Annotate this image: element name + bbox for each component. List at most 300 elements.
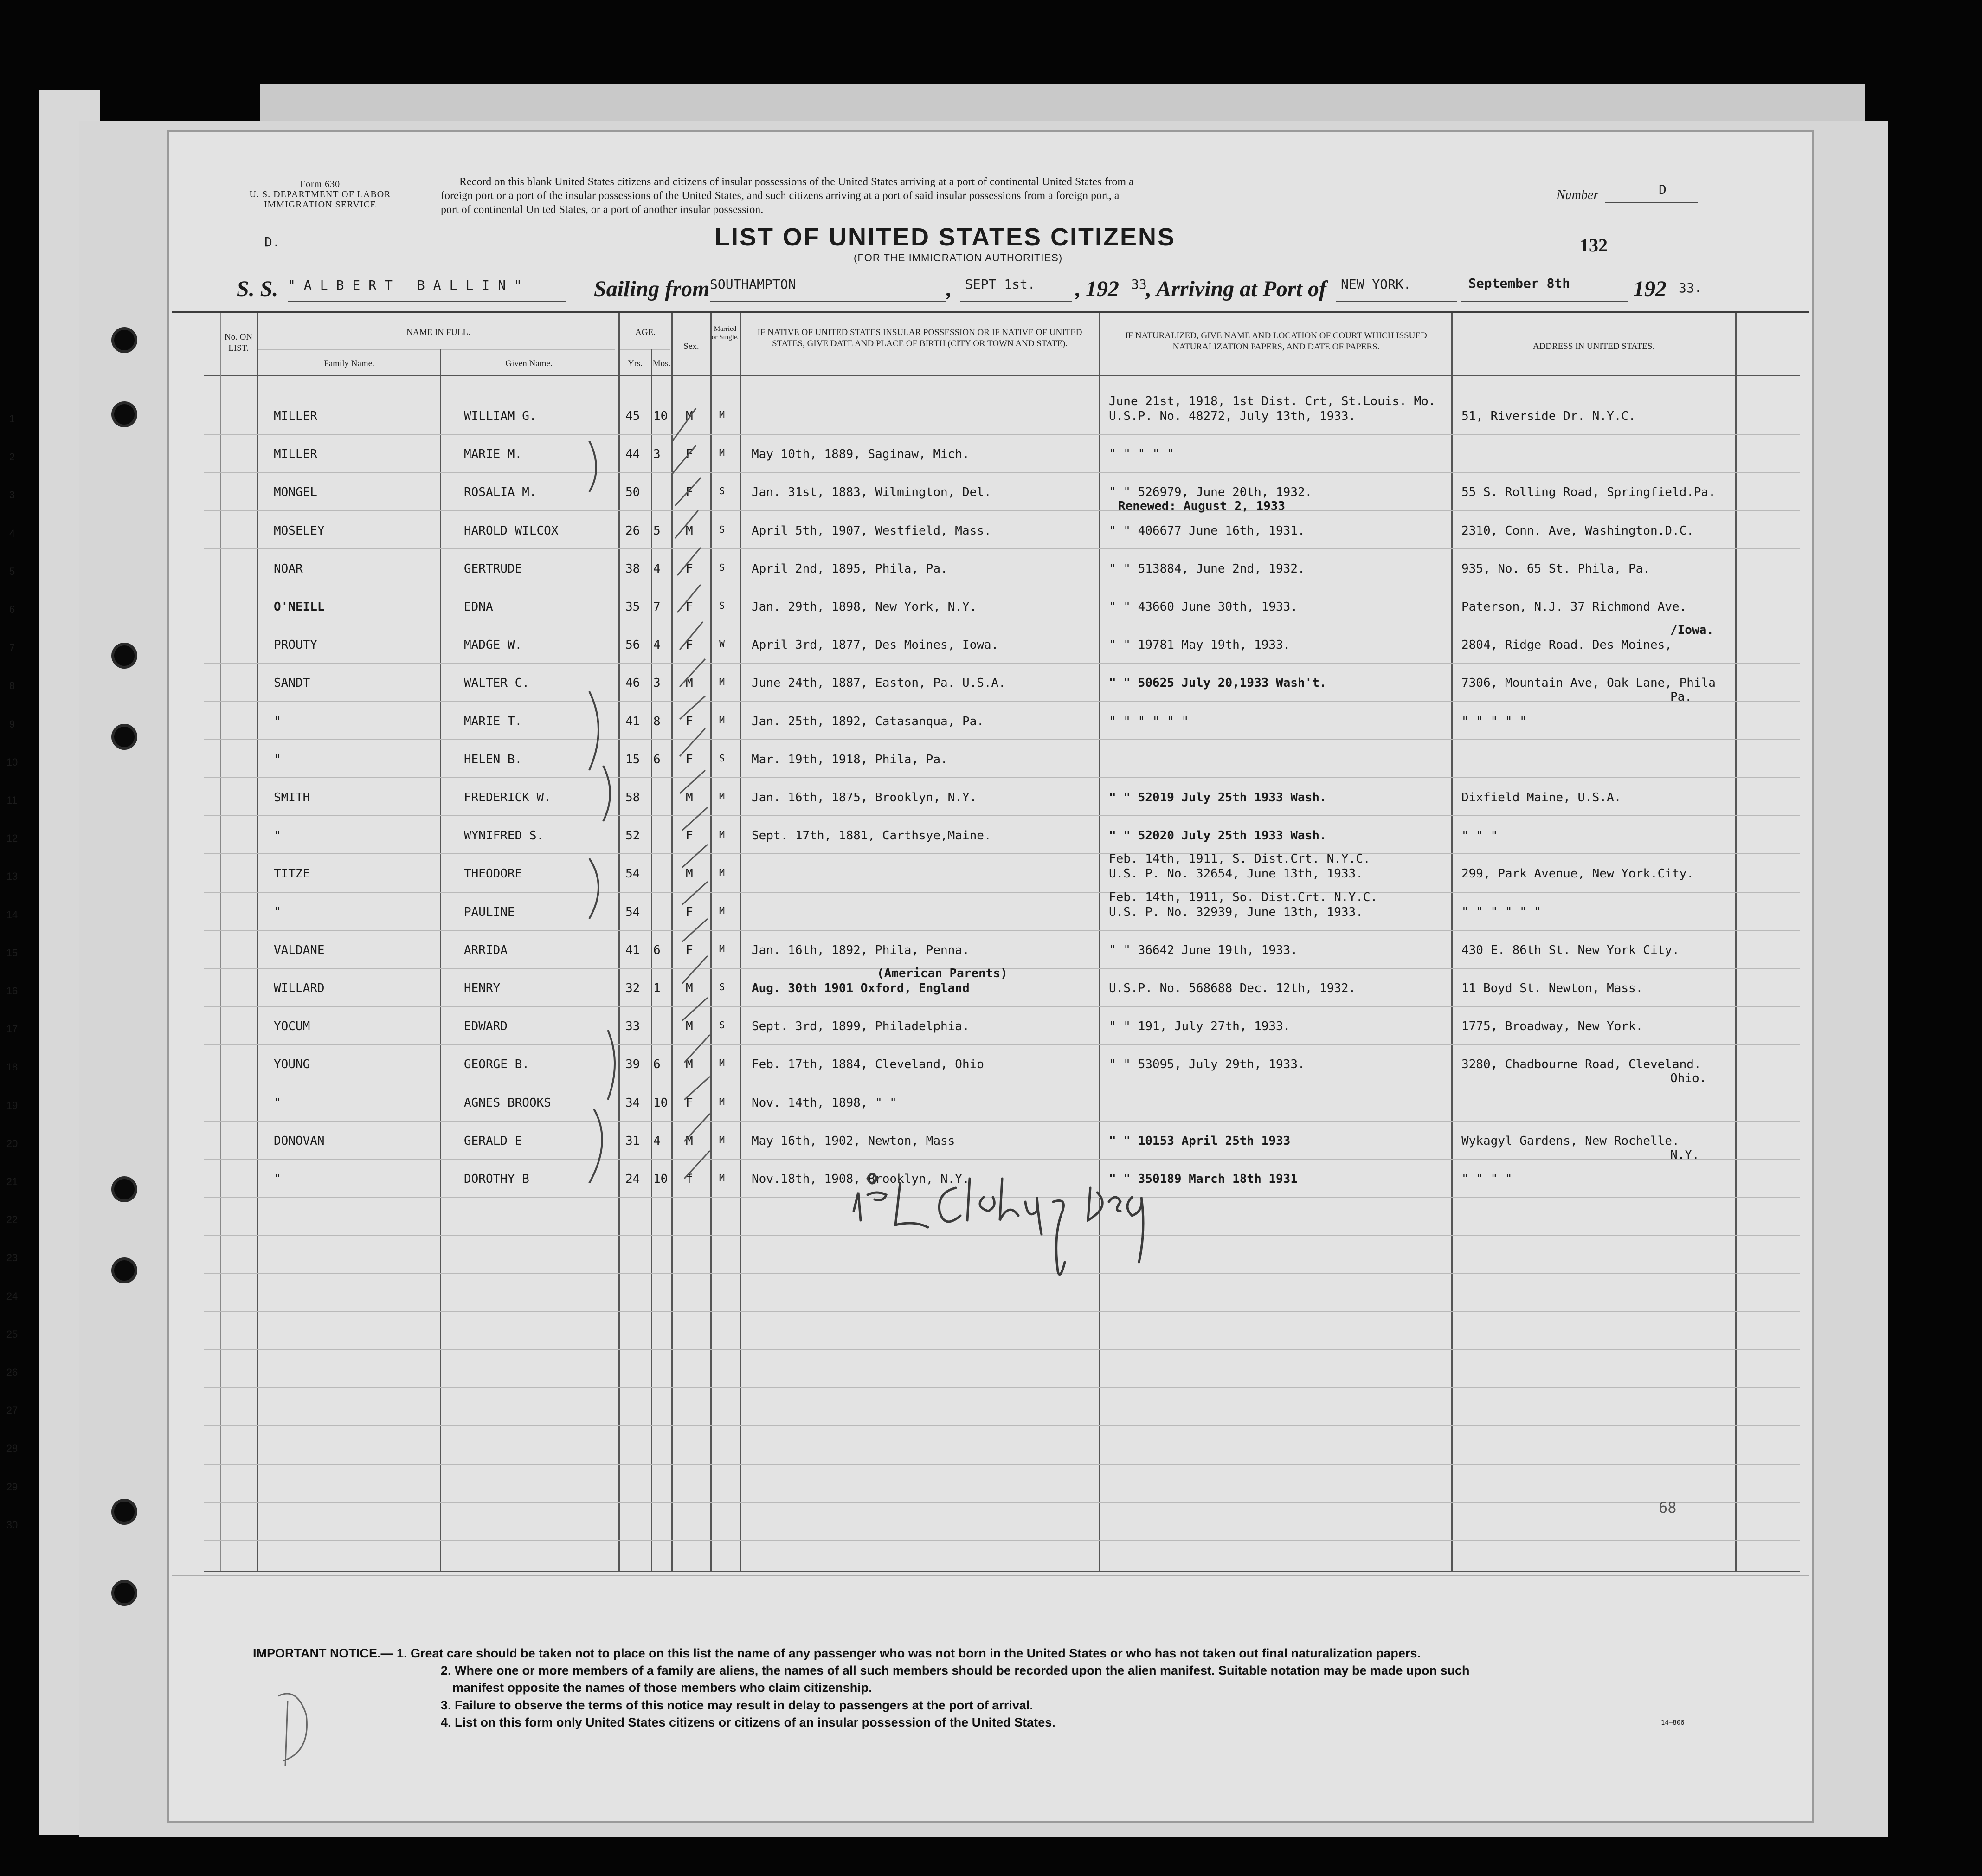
address: Paterson, N.J. 37 Richmond Ave.	[1461, 600, 1687, 614]
age-years: 45	[625, 409, 640, 423]
col-mos: Mos.	[652, 359, 671, 368]
age-years: 54	[625, 867, 640, 881]
department-label: U. S. DEPARTMENT OF LABOR	[249, 189, 391, 200]
given-name: PAULINE	[464, 905, 515, 919]
row-number: 19	[6, 1099, 18, 1111]
address: 2310, Conn. Ave, Washington.D.C.	[1461, 523, 1694, 538]
age-years: 15	[625, 752, 640, 767]
age-months: 4	[653, 1134, 661, 1148]
row-number: 28	[6, 1443, 18, 1455]
address: " " " " " "	[1461, 905, 1542, 919]
comma: ,	[1075, 277, 1081, 301]
row-rule	[204, 1044, 1800, 1045]
marital-status: S	[719, 561, 725, 573]
col-birth: IF NATIVE OF UNITED STATES INSULAR POSSESSION OR IF NATIVE OF UNITED STATES, GIVE DATE AND PLACE OF BIRTH (CITY OR TOWN AND STATE).	[757, 328, 1082, 348]
address: 2804, Ridge Road. Des Moines,	[1461, 638, 1672, 652]
naturalization-info: " " " " "	[1109, 447, 1174, 462]
birth-info: May 10th, 1889, Saginaw, Mich.	[752, 447, 970, 462]
row-rule	[204, 739, 1800, 740]
sail-date: SEPT 1st.	[965, 277, 1036, 292]
address-continued: N.Y.	[1670, 1148, 1699, 1162]
sex: M	[686, 676, 693, 690]
age-months: 7	[653, 600, 661, 614]
given-name: DOROTHY B	[464, 1172, 529, 1186]
birth-info: April 5th, 1907, Westfield, Mass.	[752, 523, 991, 538]
marital-status: M	[719, 867, 725, 878]
marital-status: S	[719, 600, 725, 611]
family-name: DONOVAN	[274, 1134, 325, 1148]
family-name: VALDANE	[274, 943, 325, 957]
sex: M	[686, 523, 693, 538]
row-number: 3	[9, 489, 15, 501]
name-sub-rule	[257, 349, 615, 350]
sex: F	[686, 752, 693, 767]
row-number: 7	[9, 642, 15, 654]
col-rule	[1735, 313, 1737, 1571]
stamp-number: 68	[1659, 1499, 1677, 1516]
instruction-line-2: foreign port or a port of the insular possessions of the United States, and such citizens arriving at a port of said insular possessions from a foreign port, a	[441, 190, 1120, 202]
family-name: NOAR	[274, 561, 303, 576]
given-name: GERTRUDE	[464, 561, 522, 576]
age-years: 32	[625, 981, 640, 995]
row-rule	[204, 1540, 1800, 1541]
page-subtitle: (FOR THE IMMIGRATION AUTHORITIES)	[854, 252, 1063, 264]
sex: F	[686, 714, 693, 728]
age-months: 10	[653, 409, 668, 423]
given-name: HAROLD WILCOX	[464, 523, 559, 538]
marital-status: M	[719, 447, 725, 459]
marital-status: M	[719, 409, 725, 420]
given-name: MARIE T.	[464, 714, 522, 728]
table-bottom-rule	[204, 1571, 1800, 1572]
naturalization-info: " " 53095, July 29th, 1933.	[1109, 1057, 1305, 1072]
family-name: YOUNG	[274, 1057, 310, 1072]
col-sex: Sex.	[683, 342, 699, 351]
family-name: "	[274, 714, 281, 728]
sex: M	[686, 409, 693, 423]
age-months: 4	[653, 638, 661, 652]
port-from-underline	[710, 301, 946, 302]
address-note: /Iowa.	[1670, 623, 1714, 638]
row-number: 2	[9, 451, 15, 463]
sex: M	[686, 1134, 693, 1148]
sex: F	[686, 943, 693, 957]
birth-info: Jan. 25th, 1892, Catasanqua, Pa.	[752, 714, 984, 728]
year-suffix-2: 33.	[1679, 280, 1702, 296]
marital-status: M	[719, 829, 725, 840]
binder-hole	[111, 1580, 137, 1606]
row-number: 21	[6, 1176, 18, 1187]
sex: M	[686, 981, 693, 995]
family-name: SANDT	[274, 676, 310, 690]
sex: F	[686, 485, 693, 500]
row-number: 1	[9, 413, 15, 425]
sex: F	[686, 1096, 693, 1110]
row-number: 15	[6, 947, 18, 959]
row-rule	[204, 1006, 1800, 1007]
binder-hole	[111, 1499, 137, 1525]
given-name: WALTER C.	[464, 676, 529, 690]
marital-status: M	[719, 1096, 725, 1107]
naturalization-note: Feb. 14th, 1911, So. Dist.Crt. N.Y.C.	[1109, 890, 1378, 904]
marital-status: S	[719, 752, 725, 764]
col-rule	[740, 313, 741, 1571]
age-months: 1	[653, 981, 661, 995]
marital-status: M	[719, 1172, 725, 1183]
age-sub-rule	[619, 349, 670, 350]
address-continued: Ohio.	[1670, 1071, 1707, 1086]
address: Wykagyl Gardens, New Rochelle.	[1461, 1134, 1680, 1148]
age-years: 58	[625, 791, 640, 805]
given-name: HELEN B.	[464, 752, 522, 767]
address-continued: Pa.	[1670, 690, 1692, 704]
age-years: 41	[625, 943, 640, 957]
address: 7306, Mountain Ave, Oak Lane, Phila	[1461, 676, 1716, 690]
row-number: 30	[6, 1519, 18, 1531]
sailing-from-label: Sailing from	[594, 277, 710, 301]
age-years: 35	[625, 600, 640, 614]
naturalization-info: " " 43660 June 30th, 1933.	[1109, 600, 1298, 614]
notice-item-2: 2. Where one or more members of a family are aliens, the names of all such members should be recorded upon the alien manifest. Suitable notation may be made upon such	[441, 1663, 1470, 1677]
arrival-date: September 8th	[1468, 276, 1570, 291]
address: Dixfield Maine, U.S.A.	[1461, 791, 1622, 805]
age-months: 3	[653, 447, 661, 462]
row-number: 27	[6, 1405, 18, 1417]
family-name: MONGEL	[274, 485, 317, 500]
given-name: EDWARD	[464, 1019, 508, 1034]
age-years: 34	[625, 1096, 640, 1110]
marital-status: M	[719, 714, 725, 726]
marital-status: M	[719, 791, 725, 802]
age-years: 50	[625, 485, 640, 500]
col-yrs: Yrs.	[627, 359, 643, 368]
family-name: MOSELEY	[274, 523, 325, 538]
notice-item-4: 4. List on this form only United States citizens or citizens of an insular possession of the United States.	[441, 1715, 1055, 1729]
row-number: 11	[6, 794, 18, 806]
instruction-line-3: port of continental United States, or a port of another insular possession.	[441, 204, 764, 216]
row-number: 20	[6, 1137, 18, 1149]
row-number: 10	[6, 756, 18, 768]
birth-note: (American Parents)	[877, 967, 1008, 980]
sex: M	[686, 1057, 693, 1072]
age-months: 4	[653, 561, 661, 576]
address: " " " "	[1461, 1172, 1512, 1186]
sex: F	[686, 829, 693, 843]
row-number: 5	[9, 565, 15, 577]
address: " " "	[1461, 829, 1498, 843]
col-age: AGE.	[635, 328, 656, 337]
family-name: "	[274, 829, 281, 843]
binder-hole	[111, 724, 137, 750]
binder-hole	[111, 643, 137, 669]
marital-status: M	[719, 905, 725, 916]
row-rule	[204, 472, 1800, 473]
family-name: "	[274, 752, 281, 767]
age-years: 38	[625, 561, 640, 576]
age-months: 10	[653, 1172, 668, 1186]
naturalization-info: " " 19781 May 19th, 1933.	[1109, 638, 1291, 652]
row-rule	[204, 1349, 1800, 1350]
notice-item-1: 1. Great care should be taken not to place on this list the name of any passenger who was not born in the United States or who has not taken out final naturalization papers.	[397, 1646, 1421, 1660]
family-name: WILLARD	[274, 981, 325, 995]
age-months: 3	[653, 676, 661, 690]
sex: F	[686, 905, 693, 919]
birth-info: Jan. 16th, 1875, Brooklyn, N.Y.	[752, 791, 977, 805]
given-name: HENRY	[464, 981, 501, 995]
birth-info: Jan. 29th, 1898, New York, N.Y.	[752, 600, 977, 614]
row-number: 17	[6, 1023, 18, 1035]
family-name: PROUTY	[274, 638, 317, 652]
age-years: 41	[625, 714, 640, 728]
row-number: 18	[6, 1061, 18, 1073]
row-number: 4	[9, 527, 15, 539]
notice-divider	[172, 1575, 1809, 1576]
naturalization-info: U.S. P. No. 32654, June 13th, 1933.	[1109, 867, 1363, 881]
age-years: 31	[625, 1134, 640, 1148]
row-rule	[204, 1464, 1800, 1465]
family-name: YOCUM	[274, 1019, 310, 1034]
row-number: 26	[6, 1367, 18, 1378]
service-label: IMMIGRATION SERVICE	[264, 200, 377, 210]
birth-info: June 24th, 1887, Easton, Pa. U.S.A.	[752, 676, 1006, 690]
age-months: 6	[653, 943, 661, 957]
comma: ,	[946, 277, 952, 301]
family-name: TITZE	[274, 867, 310, 881]
given-name: MADGE W.	[464, 638, 522, 652]
naturalization-info: " " 191, July 27th, 1933.	[1109, 1019, 1291, 1034]
age-years: 26	[625, 523, 640, 538]
naturalization-note: Feb. 14th, 1911, S. Dist.Crt. N.Y.C.	[1109, 852, 1371, 866]
age-years: 44	[625, 447, 640, 462]
header-bottom-rule	[204, 375, 1800, 376]
age-months: 5	[653, 523, 661, 538]
row-number: 24	[6, 1290, 18, 1302]
row-rule	[204, 1502, 1800, 1503]
ss-label: S. S.	[237, 277, 278, 301]
given-name: ARRIDA	[464, 943, 508, 957]
naturalization-info: " " 50625 July 20,1933 Wash't.	[1109, 676, 1327, 690]
row-rule	[204, 1159, 1800, 1160]
form-code: 14—806	[1661, 1719, 1685, 1727]
handwritten-brackets	[571, 441, 626, 1183]
address: 11 Boyd St. Newton, Mass.	[1461, 981, 1643, 995]
naturalization-info: " " 406677 June 16th, 1931.	[1109, 523, 1305, 538]
age-years: 39	[625, 1057, 640, 1072]
col-rule	[220, 313, 221, 1571]
sex: F	[686, 447, 693, 462]
naturalization-info: " " 52020 July 25th 1933 Wash.	[1109, 829, 1327, 843]
handwritten-mark	[269, 1687, 325, 1770]
naturalization-note: June 21st, 1918, 1st Dist. Crt, St.Louis. Mo.	[1109, 394, 1436, 408]
row-rule	[204, 930, 1800, 931]
binder-hole	[111, 1257, 137, 1283]
row-rule	[204, 1425, 1800, 1426]
age-months: 6	[653, 1057, 661, 1072]
row-number: 25	[6, 1328, 18, 1340]
col-rule	[1451, 313, 1453, 1571]
marital-status: M	[719, 943, 725, 954]
row-rule	[204, 510, 1800, 511]
age-years: 46	[625, 676, 640, 690]
naturalization-info: U.S. P. No. 32939, June 13th, 1933.	[1109, 905, 1363, 919]
family-name: "	[274, 1172, 281, 1186]
age-years: 52	[625, 829, 640, 843]
row-rule	[204, 777, 1800, 778]
given-name: GEORGE B.	[464, 1057, 529, 1072]
col-naturalized: IF NATURALIZED, GIVE NAME AND LOCATION OF COURT WHICH ISSUED NATURALIZATION PAPERS, AND DATE OF PAPERS.	[1125, 331, 1427, 352]
given-name: AGNES BROOKS	[464, 1096, 551, 1110]
given-name: FREDERICK W.	[464, 791, 551, 805]
sex: f	[686, 1172, 693, 1186]
handwritten-signature	[849, 1160, 1183, 1290]
naturalization-info: " " 350189 March 18th 1931	[1109, 1172, 1298, 1186]
birth-info: Nov.18th, 1908, Brooklyn, N.Y.	[752, 1172, 970, 1186]
address: 3280, Chadbourne Road, Cleveland.	[1461, 1057, 1701, 1072]
row-number: 12	[6, 832, 18, 845]
row-rule	[204, 1387, 1800, 1388]
row-rule	[204, 701, 1800, 702]
marital-status: M	[719, 676, 725, 688]
row-rule	[204, 548, 1800, 549]
given-name: EDNA	[464, 600, 493, 614]
col-name-in-full: NAME IN FULL.	[406, 328, 470, 337]
year-prefix-1: 192	[1086, 277, 1119, 301]
row-rule	[204, 1311, 1800, 1312]
birth-info: May 16th, 1902, Newton, Mass	[752, 1134, 955, 1148]
row-number: 8	[9, 680, 15, 692]
arrival-date-underline	[1461, 301, 1628, 302]
address: 1775, Broadway, New York.	[1461, 1019, 1643, 1034]
number-value: D	[1659, 182, 1667, 197]
marital-status: M	[719, 1057, 725, 1069]
sex: M	[686, 867, 693, 881]
age-months: 10	[653, 1096, 668, 1110]
marital-status: S	[719, 523, 725, 535]
naturalization-info: " " 52019 July 25th 1933 Wash.	[1109, 791, 1327, 805]
binder-hole	[111, 401, 137, 427]
number-underline	[1605, 202, 1698, 203]
naturalization-info: U.S.P. No. 568688 Dec. 12th, 1932.	[1109, 981, 1356, 995]
age-years: 56	[625, 638, 640, 652]
family-name: O'NEILL	[274, 600, 325, 614]
sex: F	[686, 638, 693, 652]
col-rule	[1099, 313, 1100, 1571]
sex: M	[686, 791, 693, 805]
marital-status: S	[719, 485, 725, 497]
marital-status: S	[719, 981, 725, 993]
family-name: SMITH	[274, 791, 310, 805]
row-number: 6	[9, 604, 15, 615]
col-no: No. ON LIST.	[224, 332, 253, 353]
naturalization-renewal: Renewed: August 2, 1933	[1118, 499, 1286, 514]
birth-info: Aug. 30th 1901 Oxford, England	[752, 981, 970, 995]
birth-info: Feb. 17th, 1884, Cleveland, Ohio	[752, 1057, 984, 1072]
naturalization-info: " " 513884, June 2nd, 1932.	[1109, 561, 1305, 576]
age-months: 8	[653, 714, 661, 728]
age-years: 33	[625, 1019, 640, 1034]
year-suffix-1: 33	[1131, 277, 1147, 292]
row-rule	[204, 663, 1800, 664]
row-number: 14	[6, 909, 18, 921]
family-name: "	[274, 1096, 281, 1110]
address: 935, No. 65 St. Phila, Pa.	[1461, 561, 1650, 576]
family-name: MILLER	[274, 409, 317, 423]
naturalization-info: U.S.P. No. 48272, July 13th, 1933.	[1109, 409, 1356, 423]
given-name: WILLIAM G.	[464, 409, 537, 423]
col-address: ADDRESS IN UNITED STATES.	[1532, 342, 1655, 351]
row-number: 29	[6, 1481, 18, 1493]
birth-info: Jan. 31st, 1883, Wilmington, Del.	[752, 485, 991, 500]
marital-status: W	[719, 638, 725, 650]
col-married: Married or Single.	[711, 325, 739, 341]
row-rule	[204, 434, 1800, 435]
row-number: 13	[6, 870, 18, 883]
age-years: 24	[625, 1172, 640, 1186]
port-from: SOUTHAMPTON	[710, 277, 796, 292]
row-number: 22	[6, 1214, 18, 1226]
port-to-underline	[1336, 301, 1457, 302]
row-number: 16	[6, 985, 18, 997]
binder-hole	[111, 327, 137, 353]
sail-date-underline	[960, 301, 1072, 302]
birth-info: Jan. 16th, 1892, Phila, Penna.	[752, 943, 970, 957]
given-name: ROSALIA M.	[464, 485, 537, 500]
notice-item-3: 3. Failure to observe the terms of this notice may result in delay to passengers at the port of arrival.	[441, 1698, 1033, 1712]
page-title: LIST OF UNITED STATES CITIZENS	[714, 223, 1176, 251]
page-number: 132	[1580, 235, 1608, 256]
col-family-name: Family Name.	[324, 359, 374, 368]
birth-info: Mar. 19th, 1918, Phila, Pa.	[752, 752, 948, 767]
marital-status: M	[719, 1134, 725, 1145]
address: 51, Riverside Dr. N.Y.C.	[1461, 409, 1636, 423]
port-to: NEW YORK.	[1341, 277, 1411, 292]
age-years: 54	[625, 905, 640, 919]
given-name: GERALD E	[464, 1134, 522, 1148]
age-months: 6	[653, 752, 661, 767]
sex: F	[686, 600, 693, 614]
year-prefix-2: 192	[1633, 277, 1667, 301]
arriving-label: , Arriving at Port of	[1146, 277, 1326, 301]
ship-underline	[288, 301, 566, 302]
given-name: WYNIFRED S.	[464, 829, 544, 843]
naturalization-info: " " 36642 June 19th, 1933.	[1109, 943, 1298, 957]
birth-info: April 2nd, 1895, Phila, Pa.	[752, 561, 948, 576]
row-rule	[204, 815, 1800, 816]
given-name: MARIE M.	[464, 447, 522, 462]
handwritten-check-marks	[668, 399, 728, 1211]
birth-info: April 3rd, 1877, Des Moines, Iowa.	[752, 638, 999, 652]
naturalization-info: " " " " " "	[1109, 714, 1189, 728]
col-given-name: Given Name.	[505, 359, 553, 368]
number-label: Number	[1557, 188, 1599, 202]
row-rule	[204, 853, 1800, 854]
birth-info: Nov. 14th, 1898, " "	[752, 1096, 897, 1110]
address: " " " " "	[1461, 714, 1527, 728]
form-id: Form 630	[300, 179, 341, 189]
list-letter: D.	[264, 234, 280, 250]
naturalization-info: " " 526979, June 20th, 1932.	[1109, 485, 1313, 500]
naturalization-info: " " 10153 April 25th 1933	[1109, 1134, 1291, 1148]
notice-heading: IMPORTANT NOTICE.—	[253, 1646, 393, 1660]
sex: F	[686, 561, 693, 576]
col-rule	[257, 313, 258, 1571]
sex: M	[686, 1019, 693, 1034]
birth-info: Sept. 3rd, 1899, Philadelphia.	[752, 1019, 970, 1034]
given-name: THEODORE	[464, 867, 522, 881]
ship-name: "ALBERT BALLIN"	[288, 277, 530, 293]
row-number: 9	[9, 718, 15, 730]
family-name: "	[274, 905, 281, 919]
